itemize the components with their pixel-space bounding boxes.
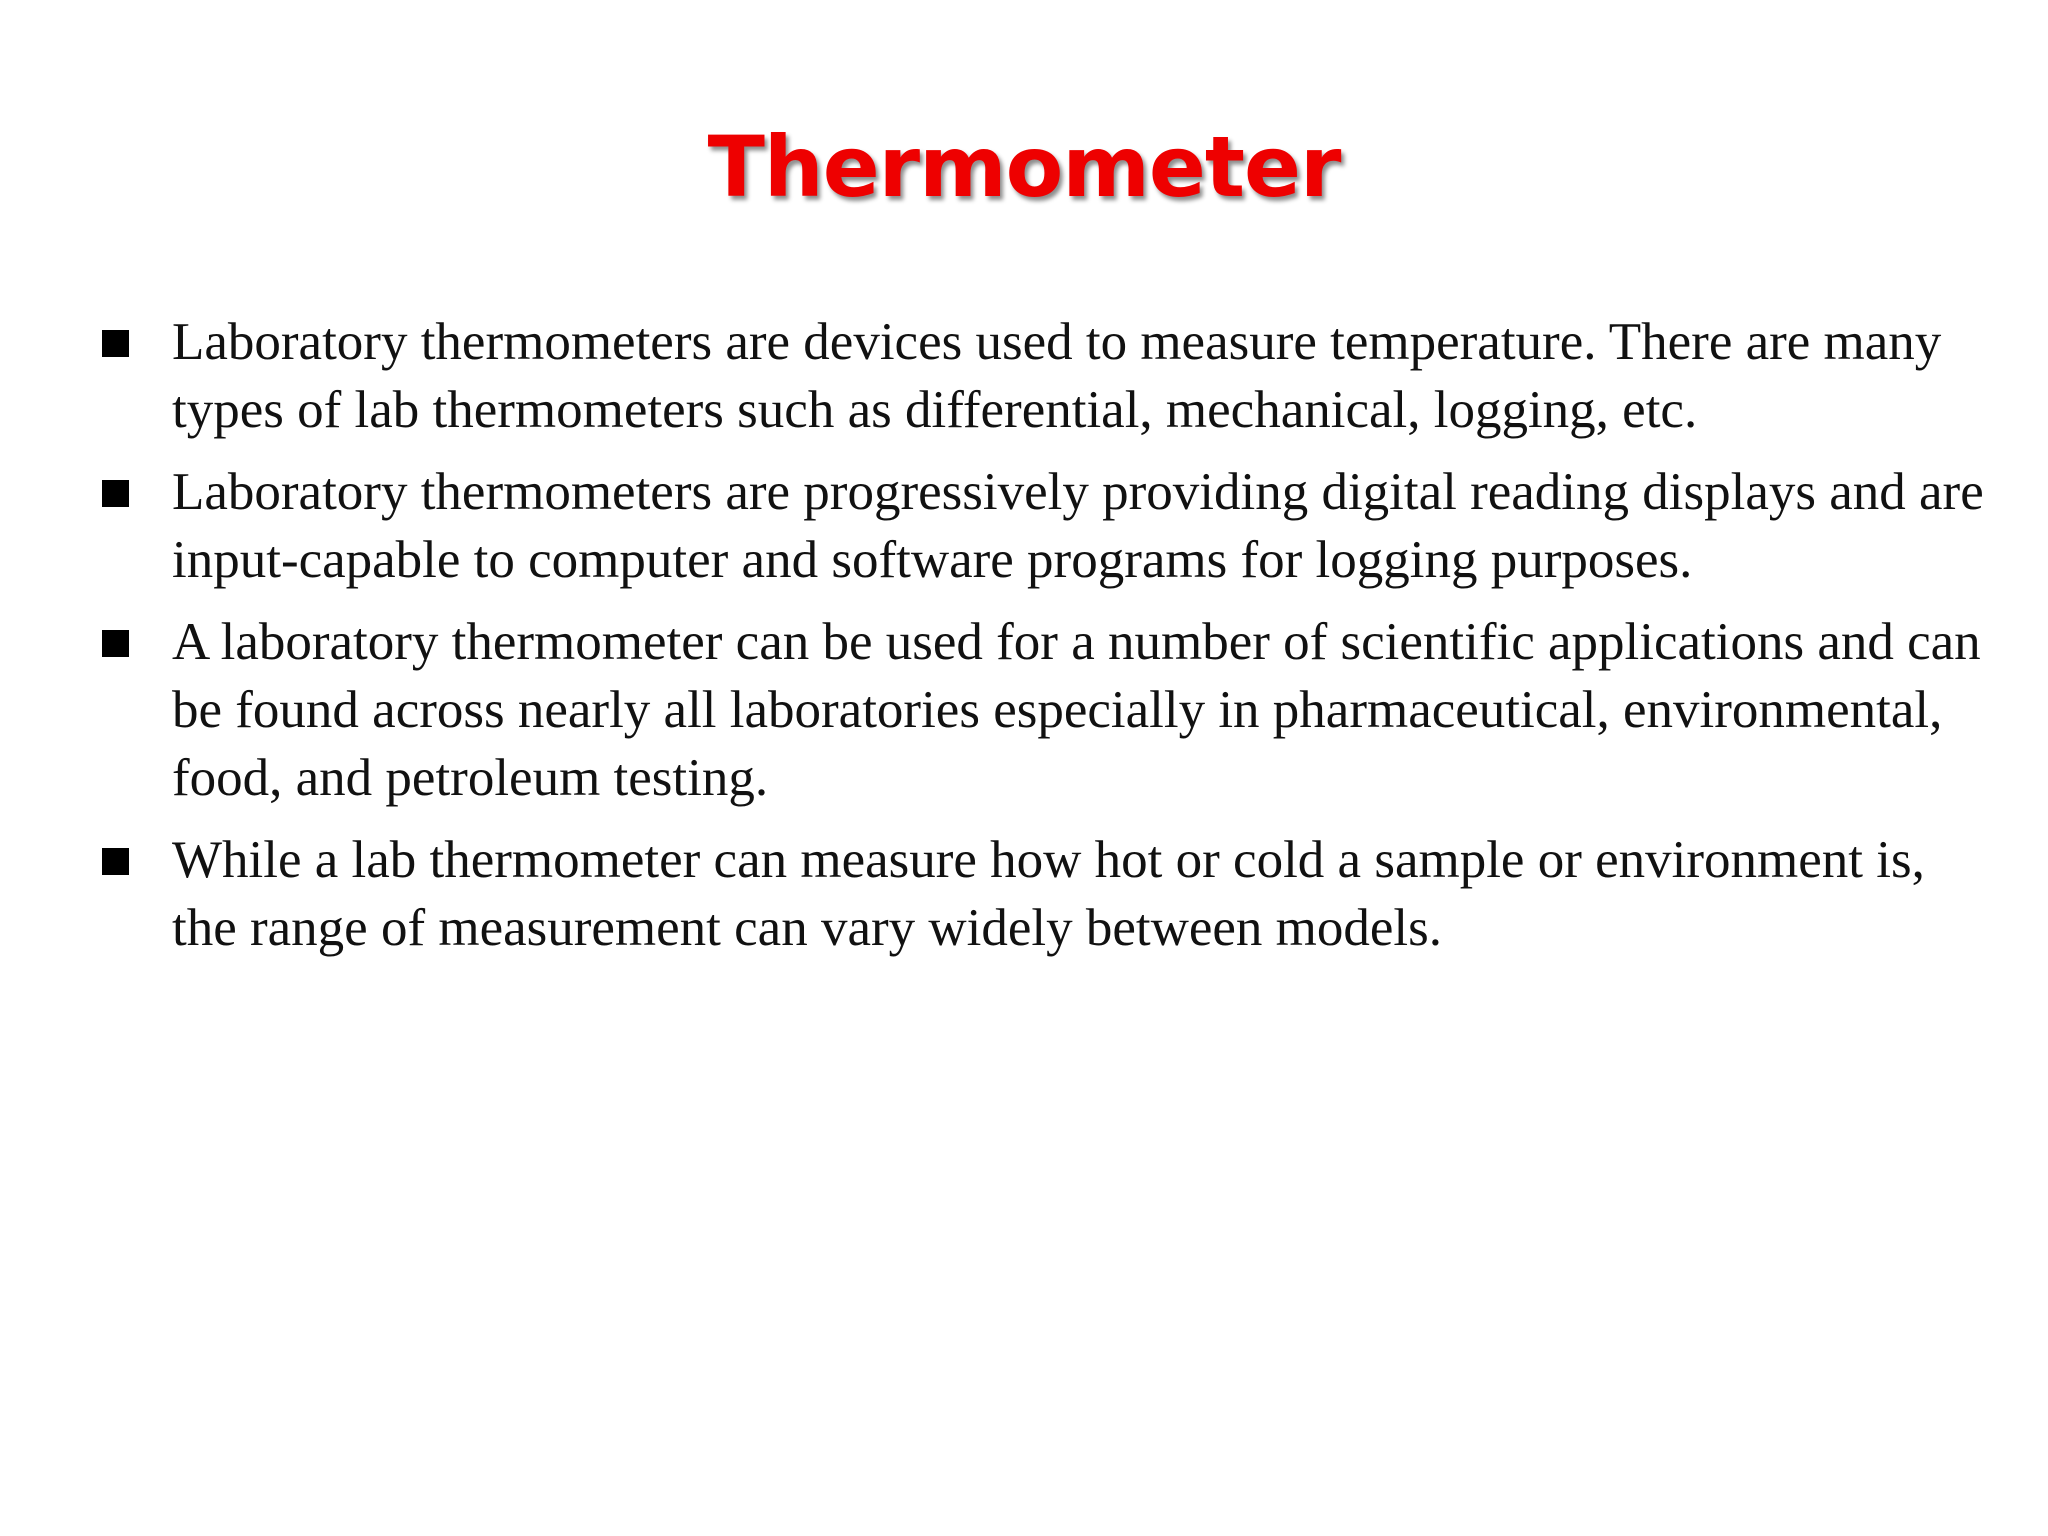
square-bullet-icon — [102, 848, 129, 875]
bullet-item — [96, 826, 1996, 962]
bullet-item — [96, 308, 1996, 444]
bullet-text: A laboratory thermometer can be used for a number of scientific applications and can be found across nearly all laboratories especially in pharmaceutical, environmental, food, and petroleum testing. — [172, 613, 1981, 807]
bullet-text: While a lab thermometer can measure how hot or cold a sample or environment is, the range of measurement can vary widely between models. — [172, 831, 1925, 957]
bullet-text: Laboratory thermometers are devices used to measure temperature. There are many types of lab thermometers such as differential, mechanical, logging, etc. — [172, 313, 1942, 439]
slide-title: Thermometer — [707, 118, 1341, 216]
square-bullet-icon — [102, 630, 129, 657]
square-bullet-icon — [102, 330, 129, 357]
bullet-text: Laboratory thermometers are progressively providing digital reading displays and are input-capable to computer and software programs for logging purposes. — [172, 463, 1984, 589]
square-bullet-icon — [102, 480, 129, 507]
bullet-item — [96, 608, 1996, 812]
bullet-list — [96, 308, 1996, 976]
bullet-item — [96, 458, 1996, 594]
